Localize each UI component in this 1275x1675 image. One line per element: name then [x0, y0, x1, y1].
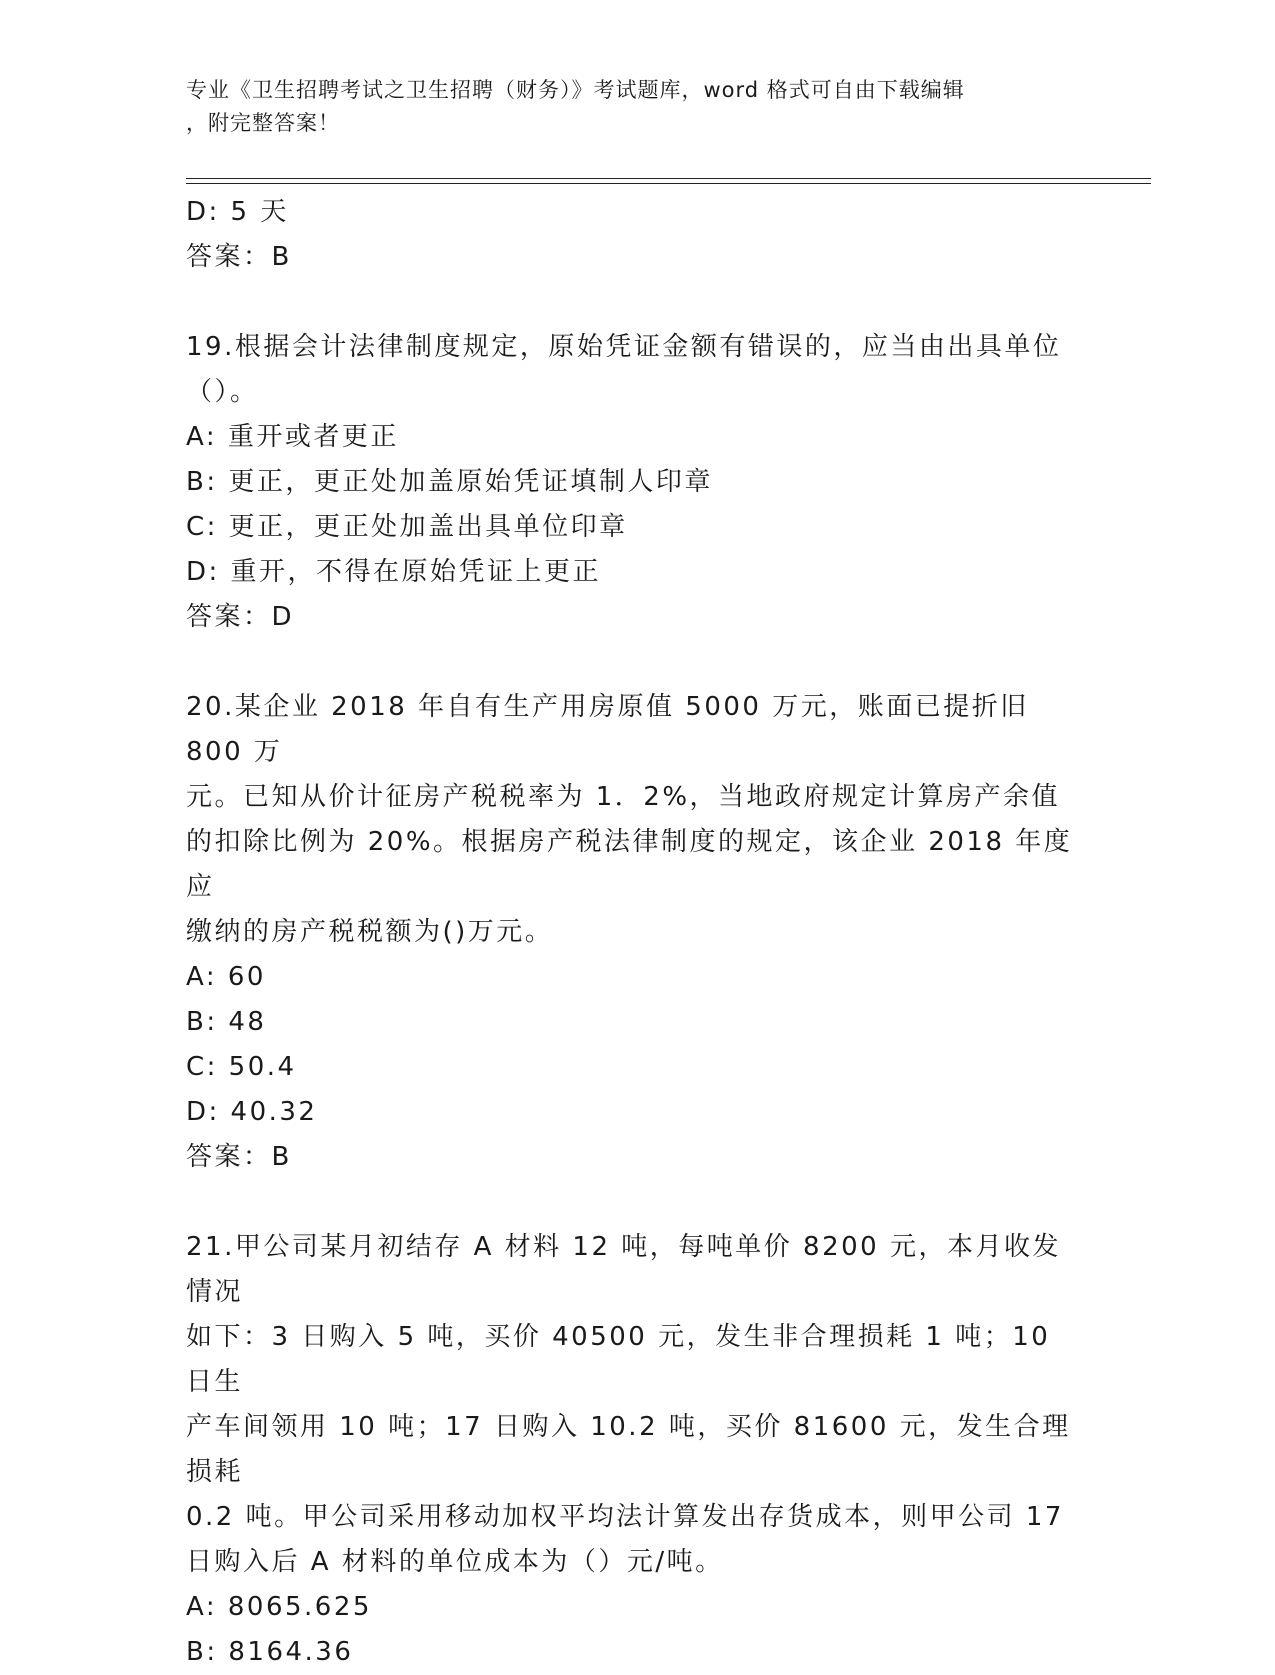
- question-text-line: 如下：3 日购入 5 吨，买价 40500 元，发生非合理损耗 1 吨；10 日生: [186, 1322, 1051, 1397]
- question-text-line: 20.某企业 2018 年自有生产用房原值 5000 万元，账面已提折旧 800 万: [186, 692, 1029, 767]
- option-b: B: 48: [186, 1007, 267, 1037]
- question-text-line: （）。: [186, 377, 259, 407]
- question-text-line: 产车间领用 10 吨；17 日购入 10.2 吨，买价 81600 元，发生合理损耗: [186, 1412, 1071, 1487]
- question-20: [186, 685, 1076, 1180]
- question-19: [186, 325, 1076, 640]
- option-c: C: 50.4: [186, 1052, 297, 1082]
- option-b: B: 8164.36: [186, 1637, 354, 1667]
- prev-answer: 答案：B: [186, 242, 292, 272]
- option-a: A: 60: [186, 962, 266, 992]
- question-text-line: 0.2 吨。甲公司采用移动加权平均法计算发出存货成本，则甲公司 17: [186, 1502, 1064, 1532]
- option-a: A: 重开或者更正: [186, 422, 399, 452]
- option-d: D: 40.32: [186, 1097, 318, 1127]
- question-text-line: 19.根据会计法律制度规定，原始凭证金额有错误的，应当由出具单位: [186, 332, 1062, 362]
- answer: 答案：D: [186, 602, 295, 632]
- option-a: A: 8065.625: [186, 1592, 372, 1622]
- header-line-1: 专业《卫生招聘考试之卫生招聘（财务）》考试题库，word 格式可自由下载编辑: [186, 78, 965, 102]
- question-21: [186, 1225, 1076, 1675]
- option-d: D: 重开，不得在原始凭证上更正: [186, 557, 602, 587]
- question-text-line: 日购入后 A 材料的单位成本为（）元/吨。: [186, 1547, 724, 1577]
- prev-option-d: D: 5 天: [186, 197, 289, 227]
- question-text-line: 元。已知从价计征房产税税率为 1．2%，当地政府规定计算房产余值: [186, 782, 1061, 812]
- answer: 答案：B: [186, 1142, 292, 1172]
- header-line-2: ，附完整答案！: [186, 111, 340, 135]
- header-divider-top: [186, 178, 1151, 179]
- header-divider-bottom: [186, 183, 1151, 184]
- question-text-line: 21.甲公司某月初结存 A 材料 12 吨，每吨单价 8200 元，本月收发情况: [186, 1232, 1061, 1307]
- option-b: B: 更正，更正处加盖原始凭证填制人印章: [186, 467, 713, 497]
- option-c: C: 更正，更正处加盖出具单位印章: [186, 512, 628, 542]
- question-content: [186, 190, 1076, 1675]
- document-header: [186, 74, 1066, 140]
- question-text-line: 缴纳的房产税税额为()万元。: [186, 917, 554, 947]
- question-text-line: 的扣除比例为 20%。根据房产税法律制度的规定，该企业 2018 年度应: [186, 827, 1073, 902]
